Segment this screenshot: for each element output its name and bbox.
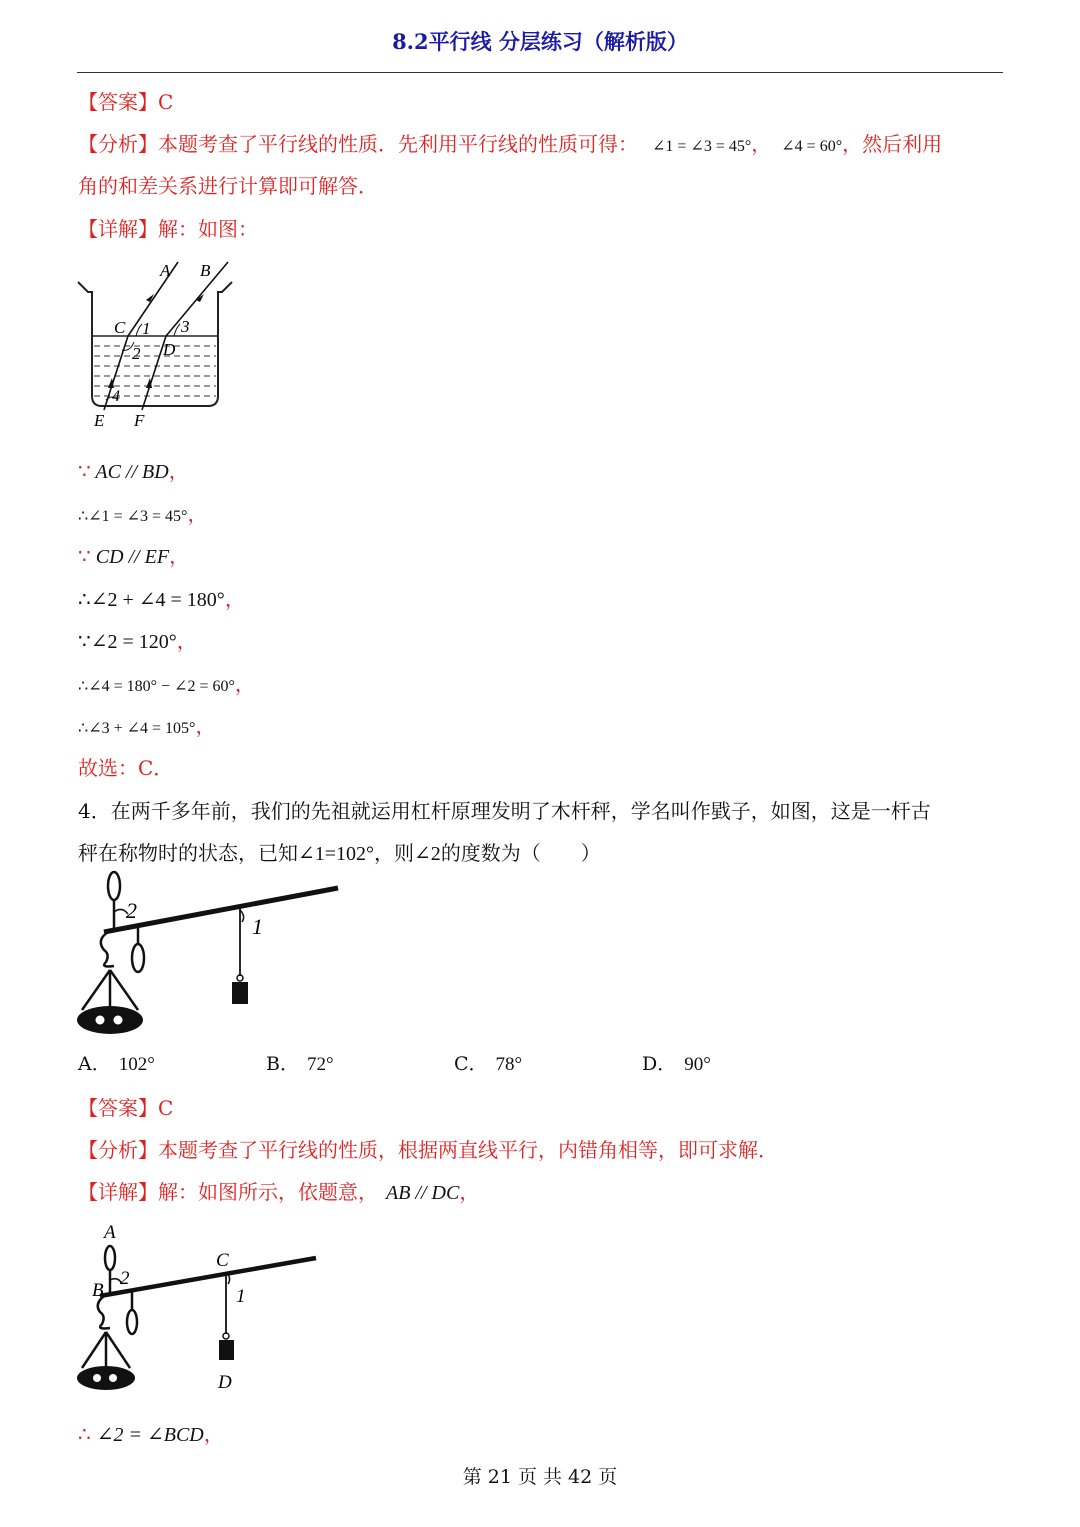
q4-detail-suffix: ， xyxy=(459,1180,480,1204)
q4-text-b: ，则 xyxy=(374,841,415,865)
steelyard-weight xyxy=(219,1340,234,1360)
step-suffix: ， xyxy=(203,1422,224,1446)
step-suffix: ， xyxy=(195,714,216,738)
label-f: F xyxy=(134,411,145,430)
q3-analysis-math1: ∠1 = ∠3 = 45° xyxy=(652,138,752,155)
q4-question-line2 xyxy=(78,837,601,866)
q4-detail xyxy=(78,1176,479,1205)
steelyard-pan xyxy=(77,1366,135,1390)
option-a xyxy=(78,1049,155,1076)
q3-step-1 xyxy=(78,455,189,484)
step-symbol: ∴ xyxy=(78,720,89,737)
option-value: 90° xyxy=(684,1054,711,1075)
label-c: C xyxy=(114,318,126,337)
steelyard-weight xyxy=(232,982,248,1004)
q4-steelyard-figure xyxy=(74,870,344,1036)
step-suffix: ， xyxy=(234,672,255,696)
option-letter: B． xyxy=(266,1053,299,1075)
q3-step-5 xyxy=(78,625,197,654)
q3-analysis-tail: ，然后利用 xyxy=(842,132,943,156)
step-suffix: ， xyxy=(187,502,208,526)
label-d: D xyxy=(163,340,176,359)
step-math: AC // BD xyxy=(90,461,169,483)
step-symbol: ∴ xyxy=(78,678,89,695)
q3-analysis-math2: ∠4 = 60° xyxy=(781,138,843,155)
step-symbol: ∴ xyxy=(78,589,91,611)
step-suffix: ， xyxy=(224,587,245,611)
q4-text-a: 秤在称物时的状态，已知 xyxy=(78,841,298,865)
q4-question-line1: 4．在两千多年前，我们的先祖就运用杠杆原理发明了木杆秤，学名叫作戥子，如图，这是一杆古 xyxy=(78,799,931,823)
q3-detail: 【详解】解：如图： xyxy=(78,217,258,241)
steelyard-beam xyxy=(100,1258,316,1296)
q4-text-c: 的度数为（ ） xyxy=(440,841,601,865)
option-c xyxy=(454,1049,522,1076)
step-symbol: ∴ xyxy=(78,1422,91,1446)
option-letter: D． xyxy=(642,1053,677,1075)
step-suffix: ， xyxy=(176,629,197,653)
label-b: B xyxy=(92,1280,104,1301)
step-symbol: ∵ xyxy=(78,631,91,653)
step-math: ∠4 = 180° − ∠2 = 60° xyxy=(88,678,235,695)
option-d xyxy=(642,1049,711,1076)
q3-analysis-text: 本题考查了平行线的性质．先利用平行线的性质可得： xyxy=(158,132,638,156)
label-d: D xyxy=(218,1372,232,1393)
header-divider xyxy=(77,72,1003,73)
q3-analysis-line1 xyxy=(78,128,942,157)
step-math: ∠3 + ∠4 = 105° xyxy=(88,720,196,737)
q3-analysis-label: 【分析】 xyxy=(78,132,158,156)
q4-analysis: 【分析】本题考查了平行线的性质，根据两直线平行，内错角相等，即可求解． xyxy=(78,1138,778,1162)
label-angle-2: 2 xyxy=(120,1268,130,1289)
q4-math-1: ∠1=102° xyxy=(298,843,375,865)
label-angle-4: 4 xyxy=(112,388,120,405)
step-symbol: ∴ xyxy=(78,508,89,525)
step-math: ∠2 = ∠BCD xyxy=(96,1424,204,1446)
q4-math-2: ∠2 xyxy=(414,843,441,865)
beaker-outline xyxy=(78,282,232,406)
page-number: 第 21 页 共 42 页 xyxy=(462,1466,618,1488)
q3-analysis-sep: ， xyxy=(751,132,772,156)
option-letter: C． xyxy=(454,1053,488,1075)
q3-analysis-line2: 角的和差关系进行计算即可解答． xyxy=(78,174,378,198)
q3-step-4 xyxy=(78,583,245,612)
step-math: CD // EF xyxy=(90,546,170,568)
label-angle-2: 2 xyxy=(132,344,141,363)
ray-ac xyxy=(128,262,178,336)
q4-answer: 【答案】C xyxy=(78,1096,174,1120)
step-math: ∠2 = 120° xyxy=(90,631,177,653)
q4-detail-math: AB // DC xyxy=(386,1182,460,1204)
step-suffix: ， xyxy=(168,459,189,483)
step-symbol: ∵ xyxy=(78,544,91,568)
q3-conclusion: 故选：C． xyxy=(78,756,174,780)
q4-labeled-figure xyxy=(74,1216,324,1400)
step-symbol: ∵ xyxy=(78,459,91,483)
label-a: A xyxy=(104,1222,116,1243)
label-angle-1: 1 xyxy=(236,1286,246,1307)
q3-beaker-figure xyxy=(76,258,246,433)
label-c: C xyxy=(216,1250,229,1271)
q3-step-7 xyxy=(78,710,215,739)
q3-step-2 xyxy=(78,498,207,527)
steelyard-beam xyxy=(104,888,338,932)
step-math: ∠1 = ∠3 = 45° xyxy=(88,508,188,525)
q3-answer: 【答案】C xyxy=(78,90,174,114)
label-angle-2: 2 xyxy=(126,898,137,923)
option-value: 102° xyxy=(118,1054,155,1075)
option-value: 72° xyxy=(306,1054,334,1075)
option-b xyxy=(266,1049,334,1076)
q4-detail-text: 【详解】解：如图所示，依题意， xyxy=(78,1180,378,1204)
label-b: B xyxy=(200,261,211,280)
step-math: ∠2 + ∠4 = 180° xyxy=(90,589,225,611)
q3-step-6 xyxy=(78,668,255,697)
label-e: E xyxy=(94,411,105,430)
q4-final-step xyxy=(78,1418,224,1447)
label-angle-1: 1 xyxy=(252,914,263,939)
option-letter: A． xyxy=(78,1053,111,1075)
q3-step-3 xyxy=(78,540,189,569)
steelyard-pan xyxy=(77,1006,143,1034)
page-header-title: 8.2平行线 分层练习（解析版） xyxy=(392,29,688,54)
label-angle-3: 3 xyxy=(181,317,190,336)
label-a: A xyxy=(160,261,171,280)
label-angle-1: 1 xyxy=(142,319,151,338)
step-suffix: ， xyxy=(169,544,190,568)
option-value: 78° xyxy=(495,1054,523,1075)
